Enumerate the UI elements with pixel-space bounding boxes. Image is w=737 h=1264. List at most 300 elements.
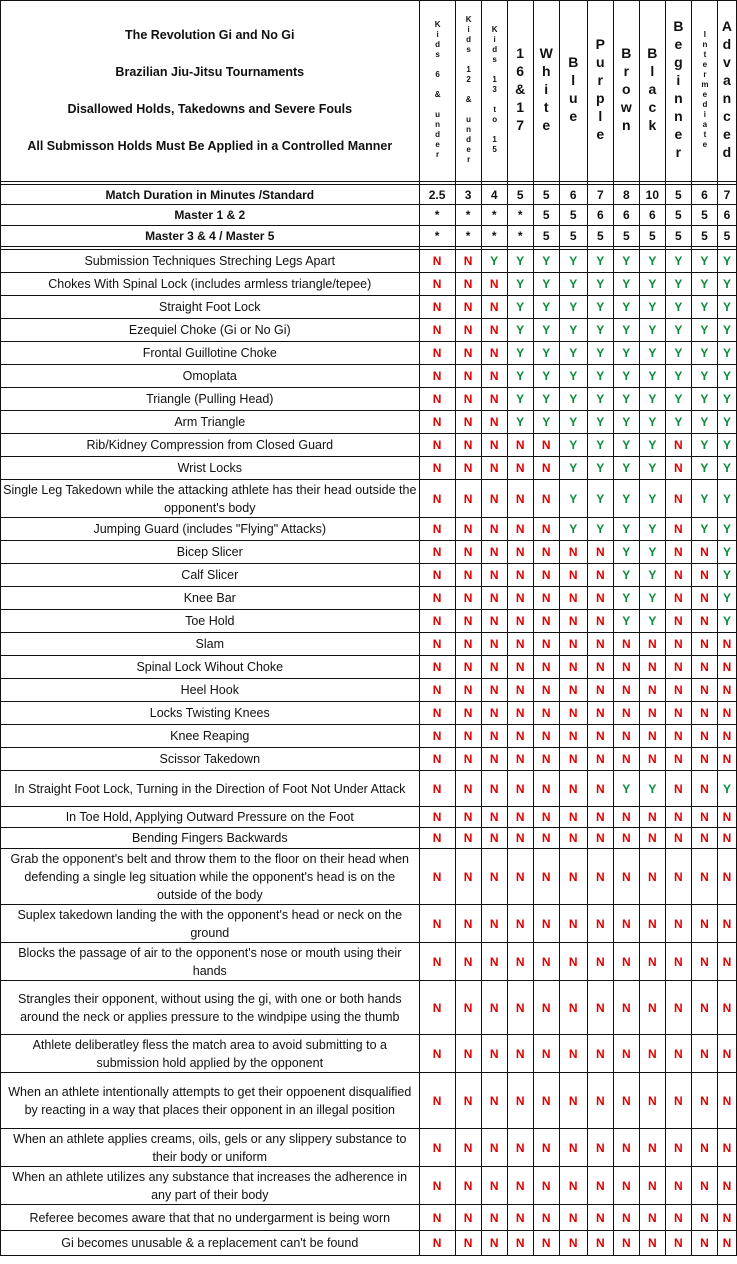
title-line: The Revolution Gi and No Gi [125, 28, 295, 42]
rule-row [1, 807, 737, 828]
disallowed-mark: N [691, 656, 717, 679]
allowed-mark: Y [559, 518, 587, 541]
disallowed-mark: N [587, 943, 613, 981]
disallowed-mark: N [587, 702, 613, 725]
disallowed-mark: N [717, 679, 736, 702]
allowed-mark: Y [639, 319, 665, 342]
rule-label: Straight Foot Lock [1, 296, 420, 319]
duration-label: Master 1 & 2 [1, 205, 420, 226]
disallowed-mark: N [559, 587, 587, 610]
allowed-mark: Y [691, 296, 717, 319]
disallowed-mark: N [559, 981, 587, 1035]
disallowed-mark: N [533, 587, 559, 610]
disallowed-mark: N [419, 587, 455, 610]
disallowed-mark: N [639, 1073, 665, 1129]
disallowed-mark: N [613, 1231, 639, 1256]
duration-value: * [419, 226, 455, 247]
disallowed-mark: N [481, 981, 507, 1035]
duration-row [1, 205, 737, 226]
disallowed-mark: N [455, 388, 481, 411]
disallowed-mark: N [639, 633, 665, 656]
disallowed-mark: N [419, 365, 455, 388]
disallowed-mark: N [455, 457, 481, 480]
duration-value: 6 [587, 205, 613, 226]
rule-row [1, 541, 737, 564]
allowed-mark: Y [717, 319, 736, 342]
rule-label: Spinal Lock Wihout Choke [1, 656, 420, 679]
rule-label: When an athlete intentionally attempts to get their oppoenent disqualified by reacting in a way that places their opponent in an illegal position [1, 1073, 420, 1129]
duration-value: 10 [639, 185, 665, 205]
disallowed-mark: N [559, 807, 587, 828]
disallowed-mark: N [559, 1073, 587, 1129]
disallowed-mark: N [587, 725, 613, 748]
duration-value: 5 [533, 185, 559, 205]
rule-row [1, 587, 737, 610]
disallowed-mark: N [455, 434, 481, 457]
disallowed-mark: N [507, 943, 533, 981]
rule-label: Rib/Kidney Compression from Closed Guard [1, 434, 420, 457]
rule-row [1, 633, 737, 656]
rule-label: Wrist Locks [1, 457, 420, 480]
column-header [717, 1, 736, 182]
allowed-mark: Y [613, 610, 639, 633]
disallowed-mark: N [559, 771, 587, 807]
disallowed-mark: N [507, 480, 533, 518]
disallowed-mark: N [665, 587, 691, 610]
allowed-mark: Y [717, 610, 736, 633]
disallowed-mark: N [665, 807, 691, 828]
allowed-mark: Y [639, 541, 665, 564]
allowed-mark: Y [559, 365, 587, 388]
allowed-mark: Y [717, 564, 736, 587]
rule-row [1, 388, 737, 411]
allowed-mark: Y [559, 457, 587, 480]
rule-row [1, 943, 737, 981]
allowed-mark: Y [665, 250, 691, 273]
allowed-mark: Y [507, 388, 533, 411]
disallowed-mark: N [587, 1129, 613, 1167]
disallowed-mark: N [455, 771, 481, 807]
column-header [613, 1, 639, 182]
allowed-mark: Y [559, 480, 587, 518]
disallowed-mark: N [533, 981, 559, 1035]
duration-value: 6 [691, 185, 717, 205]
disallowed-mark: N [533, 905, 559, 943]
disallowed-mark: N [613, 1129, 639, 1167]
disallowed-mark: N [613, 905, 639, 943]
column-header-label: Brown [618, 44, 635, 135]
disallowed-mark: N [613, 748, 639, 771]
disallowed-mark: N [717, 725, 736, 748]
disallowed-mark: N [419, 388, 455, 411]
allowed-mark: Y [665, 296, 691, 319]
disallowed-mark: N [533, 725, 559, 748]
disallowed-mark: N [639, 849, 665, 905]
disallowed-mark: N [507, 518, 533, 541]
disallowed-mark: N [717, 656, 736, 679]
allowed-mark: Y [533, 319, 559, 342]
allowed-mark: Y [559, 411, 587, 434]
disallowed-mark: N [587, 541, 613, 564]
disallowed-mark: N [613, 1035, 639, 1073]
rule-label: Omoplata [1, 365, 420, 388]
disallowed-mark: N [533, 828, 559, 849]
disallowed-mark: N [419, 679, 455, 702]
disallowed-mark: N [559, 1129, 587, 1167]
disallowed-mark: N [665, 943, 691, 981]
rule-label: Ezequiel Choke (Gi or No Gi) [1, 319, 420, 342]
allowed-mark: Y [613, 319, 639, 342]
allowed-mark: Y [665, 388, 691, 411]
allowed-mark: Y [559, 434, 587, 457]
disallowed-mark: N [533, 457, 559, 480]
column-header [481, 1, 507, 182]
disallowed-mark: N [481, 943, 507, 981]
disallowed-mark: N [559, 849, 587, 905]
disallowed-mark: N [507, 1205, 533, 1231]
disallowed-mark: N [691, 828, 717, 849]
rule-label: Calf Slicer [1, 564, 420, 587]
disallowed-mark: N [419, 1231, 455, 1256]
disallowed-mark: N [587, 1073, 613, 1129]
rule-label: In Toe Hold, Applying Outward Pressure on the Foot [1, 807, 420, 828]
rule-label: Submission Techniques Streching Legs Apart [1, 250, 420, 273]
column-header [559, 1, 587, 182]
disallowed-mark: N [481, 656, 507, 679]
disallowed-mark: N [507, 1129, 533, 1167]
allowed-mark: Y [587, 388, 613, 411]
disallowed-mark: N [507, 807, 533, 828]
disallowed-mark: N [613, 943, 639, 981]
allowed-mark: Y [559, 388, 587, 411]
disallowed-mark: N [691, 1205, 717, 1231]
disallowed-mark: N [613, 807, 639, 828]
duration-value: * [507, 205, 533, 226]
disallowed-mark: N [507, 905, 533, 943]
allowed-mark: Y [665, 411, 691, 434]
disallowed-mark: N [455, 411, 481, 434]
allowed-mark: Y [559, 296, 587, 319]
rule-row [1, 679, 737, 702]
disallowed-mark: N [691, 905, 717, 943]
rule-row [1, 656, 737, 679]
disallowed-mark: N [455, 564, 481, 587]
disallowed-mark: N [717, 828, 736, 849]
allowed-mark: Y [613, 250, 639, 273]
allowed-mark: Y [717, 518, 736, 541]
allowed-mark: Y [533, 365, 559, 388]
duration-value: 5 [717, 226, 736, 247]
disallowed-mark: N [455, 541, 481, 564]
disallowed-mark: N [587, 905, 613, 943]
disallowed-mark: N [639, 656, 665, 679]
allowed-mark: Y [559, 342, 587, 365]
disallowed-mark: N [455, 725, 481, 748]
disallowed-mark: N [455, 296, 481, 319]
duration-value: 4 [481, 185, 507, 205]
allowed-mark: Y [587, 457, 613, 480]
disallowed-mark: N [559, 633, 587, 656]
rule-label: Frontal Guillotine Choke [1, 342, 420, 365]
disallowed-mark: N [419, 319, 455, 342]
disallowed-mark: N [455, 849, 481, 905]
allowed-mark: Y [639, 250, 665, 273]
allowed-mark: Y [717, 273, 736, 296]
allowed-mark: Y [691, 457, 717, 480]
rule-label: Scissor Takedown [1, 748, 420, 771]
disallowed-mark: N [481, 564, 507, 587]
disallowed-mark: N [691, 541, 717, 564]
disallowed-mark: N [559, 656, 587, 679]
disallowed-mark: N [665, 1073, 691, 1129]
rule-row [1, 702, 737, 725]
disallowed-mark: N [717, 905, 736, 943]
disallowed-mark: N [587, 564, 613, 587]
disallowed-mark: N [533, 1129, 559, 1167]
allowed-mark: Y [665, 273, 691, 296]
disallowed-mark: N [587, 1167, 613, 1205]
disallowed-mark: N [717, 702, 736, 725]
disallowed-mark: N [559, 679, 587, 702]
disallowed-mark: N [613, 1073, 639, 1129]
disallowed-mark: N [507, 587, 533, 610]
disallowed-mark: N [481, 1231, 507, 1256]
disallowed-mark: N [717, 1205, 736, 1231]
disallowed-mark: N [639, 1167, 665, 1205]
disallowed-mark: N [587, 828, 613, 849]
duration-value: 5 [533, 205, 559, 226]
duration-value: * [455, 205, 481, 226]
allowed-mark: Y [481, 250, 507, 273]
disallowed-mark: N [587, 807, 613, 828]
disallowed-mark: N [665, 1167, 691, 1205]
disallowed-mark: N [717, 1231, 736, 1256]
disallowed-mark: N [507, 1231, 533, 1256]
allowed-mark: Y [587, 434, 613, 457]
disallowed-mark: N [587, 1231, 613, 1256]
rule-row [1, 273, 737, 296]
column-header [691, 1, 717, 182]
disallowed-mark: N [533, 518, 559, 541]
rule-label: Arm Triangle [1, 411, 420, 434]
allowed-mark: Y [533, 388, 559, 411]
allowed-mark: Y [613, 518, 639, 541]
duration-value: 5 [639, 226, 665, 247]
disallowed-mark: N [481, 1167, 507, 1205]
disallowed-mark: N [639, 702, 665, 725]
disallowed-mark: N [691, 943, 717, 981]
disallowed-mark: N [419, 1035, 455, 1073]
duration-value: 5 [507, 185, 533, 205]
disallowed-mark: N [507, 564, 533, 587]
column-header-label: Kids 13 to 15 [490, 24, 500, 155]
disallowed-mark: N [639, 981, 665, 1035]
allowed-mark: Y [691, 342, 717, 365]
disallowed-mark: N [455, 1073, 481, 1129]
header-row [1, 1, 737, 182]
allowed-mark: Y [587, 365, 613, 388]
disallowed-mark: N [639, 725, 665, 748]
allowed-mark: Y [639, 365, 665, 388]
disallowed-mark: N [691, 564, 717, 587]
disallowed-mark: N [481, 457, 507, 480]
duration-label: Match Duration in Minutes /Standard [1, 185, 420, 205]
disallowed-mark: N [481, 541, 507, 564]
disallowed-mark: N [419, 633, 455, 656]
allowed-mark: Y [533, 250, 559, 273]
disallowed-mark: N [455, 656, 481, 679]
rule-row [1, 771, 737, 807]
disallowed-mark: N [665, 633, 691, 656]
column-header-label: Kids 6 & under [433, 19, 443, 160]
disallowed-mark: N [665, 457, 691, 480]
allowed-mark: Y [665, 319, 691, 342]
disallowed-mark: N [507, 849, 533, 905]
allowed-mark: Y [587, 250, 613, 273]
disallowed-mark: N [419, 434, 455, 457]
rule-row [1, 1231, 737, 1256]
duration-value: 5 [665, 185, 691, 205]
disallowed-mark: N [507, 679, 533, 702]
rule-label: Gi becomes unusable & a replacement can't be found [1, 1231, 420, 1256]
allowed-mark: Y [691, 365, 717, 388]
disallowed-mark: N [665, 702, 691, 725]
disallowed-mark: N [665, 434, 691, 457]
disallowed-mark: N [419, 273, 455, 296]
allowed-mark: Y [613, 342, 639, 365]
allowed-mark: Y [639, 771, 665, 807]
disallowed-mark: N [419, 702, 455, 725]
allowed-mark: Y [613, 457, 639, 480]
title-block [1, 1, 420, 182]
column-header-label: Kids 12 & under [464, 14, 474, 165]
disallowed-mark: N [559, 564, 587, 587]
allowed-mark: Y [533, 296, 559, 319]
rule-label: Bending Fingers Backwards [1, 828, 420, 849]
disallowed-mark: N [455, 480, 481, 518]
disallowed-mark: N [481, 480, 507, 518]
rule-label: When an athlete applies creams, oils, gels or any slippery substance to their body or uniform [1, 1129, 420, 1167]
disallowed-mark: N [481, 518, 507, 541]
disallowed-mark: N [639, 905, 665, 943]
disallowed-mark: N [507, 1073, 533, 1129]
duration-value: 5 [613, 226, 639, 247]
disallowed-mark: N [533, 1167, 559, 1205]
allowed-mark: Y [639, 411, 665, 434]
allowed-mark: Y [639, 296, 665, 319]
disallowed-mark: N [665, 981, 691, 1035]
disallowed-mark: N [481, 1129, 507, 1167]
disallowed-mark: N [533, 480, 559, 518]
disallowed-mark: N [533, 656, 559, 679]
disallowed-mark: N [717, 849, 736, 905]
disallowed-mark: N [559, 1231, 587, 1256]
allowed-mark: Y [717, 250, 736, 273]
disallowed-mark: N [533, 748, 559, 771]
disallowed-mark: N [455, 1129, 481, 1167]
disallowed-mark: N [717, 1035, 736, 1073]
column-header [587, 1, 613, 182]
disallowed-mark: N [587, 849, 613, 905]
disallowed-mark: N [717, 748, 736, 771]
rule-row [1, 828, 737, 849]
allowed-mark: Y [559, 319, 587, 342]
disallowed-mark: N [481, 725, 507, 748]
rule-row [1, 981, 737, 1035]
duration-value: 2.5 [419, 185, 455, 205]
rule-row [1, 610, 737, 633]
disallowed-mark: N [665, 541, 691, 564]
allowed-mark: Y [507, 250, 533, 273]
column-header-label: Advanced [718, 17, 735, 162]
disallowed-mark: N [587, 633, 613, 656]
allowed-mark: Y [613, 273, 639, 296]
disallowed-mark: N [691, 849, 717, 905]
disallowed-mark: N [665, 610, 691, 633]
disallowed-mark: N [507, 725, 533, 748]
disallowed-mark: N [533, 1035, 559, 1073]
rule-row [1, 319, 737, 342]
duration-value: 6 [717, 205, 736, 226]
disallowed-mark: N [613, 679, 639, 702]
disallowed-mark: N [559, 541, 587, 564]
allowed-mark: Y [639, 342, 665, 365]
disallowed-mark: N [481, 411, 507, 434]
rule-row [1, 1035, 737, 1073]
disallowed-mark: N [419, 656, 455, 679]
disallowed-mark: N [419, 748, 455, 771]
disallowed-mark: N [533, 1073, 559, 1129]
disallowed-mark: N [613, 702, 639, 725]
disallowed-mark: N [481, 610, 507, 633]
disallowed-mark: N [691, 1167, 717, 1205]
disallowed-mark: N [419, 610, 455, 633]
disallowed-mark: N [613, 1205, 639, 1231]
duration-value: 6 [559, 185, 587, 205]
allowed-mark: Y [639, 518, 665, 541]
disallowed-mark: N [639, 1231, 665, 1256]
disallowed-mark: N [507, 633, 533, 656]
allowed-mark: Y [717, 296, 736, 319]
disallowed-mark: N [613, 828, 639, 849]
title-line: All Submisson Holds Must Be Applied in a Controlled Manner [27, 139, 393, 153]
duration-value: 3 [455, 185, 481, 205]
disallowed-mark: N [455, 807, 481, 828]
rule-row [1, 564, 737, 587]
disallowed-mark: N [419, 1167, 455, 1205]
column-header-label: Beginner [670, 17, 687, 162]
allowed-mark: Y [639, 610, 665, 633]
allowed-mark: Y [533, 273, 559, 296]
disallowed-mark: N [613, 1167, 639, 1205]
disallowed-mark: N [665, 771, 691, 807]
rule-label: Toe Hold [1, 610, 420, 633]
allowed-mark: Y [639, 480, 665, 518]
disallowed-mark: N [455, 342, 481, 365]
allowed-mark: Y [639, 564, 665, 587]
disallowed-mark: N [587, 771, 613, 807]
disallowed-mark: N [507, 541, 533, 564]
rule-label: Knee Bar [1, 587, 420, 610]
disallowed-mark: N [455, 518, 481, 541]
disallowed-mark: N [481, 849, 507, 905]
disallowed-mark: N [587, 587, 613, 610]
allowed-mark: Y [613, 564, 639, 587]
disallowed-mark: N [691, 610, 717, 633]
rule-row [1, 1129, 737, 1167]
allowed-mark: Y [639, 388, 665, 411]
disallowed-mark: N [481, 1205, 507, 1231]
